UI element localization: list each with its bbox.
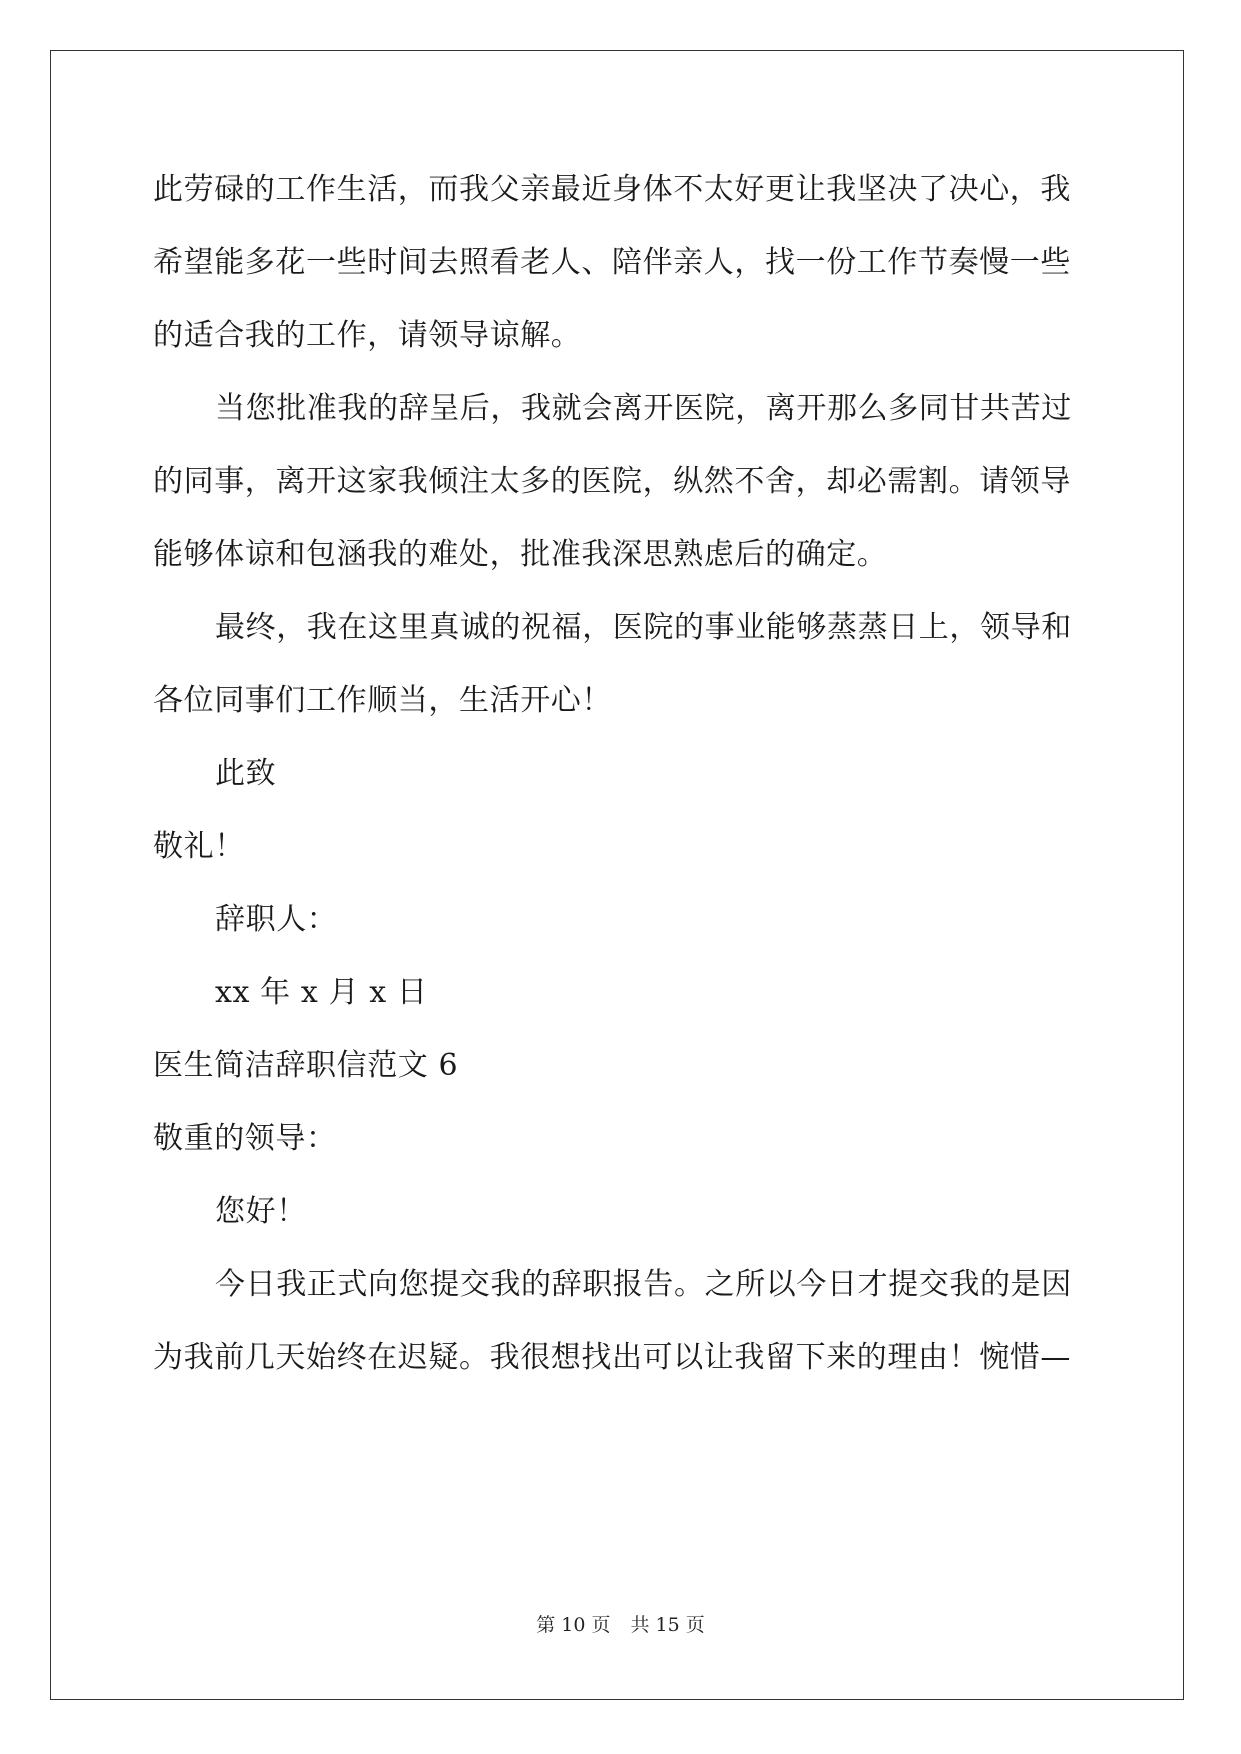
text-line: 的适合我的工作，请领导谅解。	[153, 318, 582, 353]
recipient-salutation: 敬重的领导：	[153, 1121, 337, 1156]
text-line: 的同事，离开这家我倾注太多的医院，纵然不舍，却必需割。请领导	[153, 464, 1071, 499]
text-line: 希望能多花一些时间去照看老人、陪伴亲人，找一份工作节奏慢一些	[153, 245, 1071, 280]
paragraph-start: 今日我正式向您提交我的辞职报告。之所以今日才提交我的是因	[215, 1267, 1072, 1302]
signature-label: 辞职人：	[215, 902, 338, 937]
text-line: 各位同事们工作顺当，生活开心！	[153, 683, 612, 718]
section-title: 医生简洁辞职信范文 6	[153, 1048, 459, 1083]
page-footer	[0, 1613, 1241, 1637]
date-line: xx 年 x 月 x 日	[215, 975, 428, 1010]
closing-salutation: 此致	[215, 756, 277, 791]
page-number: 第 10 页	[536, 1614, 611, 1636]
text-line: 为我前几天始终在迟疑。我很想找出可以让我留下来的理由！惋惜—	[153, 1340, 1071, 1375]
closing-regards: 敬礼！	[153, 829, 245, 864]
text-line: 此劳碌的工作生活，而我父亲最近身体不太好更让我坚决了决心，我	[153, 172, 1071, 207]
paragraph-start: 当您批准我的辞呈后，我就会离开医院，离开那么多同甘共苦过	[215, 391, 1072, 426]
greeting: 您好！	[215, 1194, 307, 1229]
text-line: 能够体谅和包涵我的难处，批准我深思熟虑后的确定。	[153, 537, 888, 572]
page-border	[50, 50, 1184, 1700]
paragraph-start: 最终，我在这里真诚的祝福，医院的事业能够蒸蒸日上，领导和	[215, 610, 1072, 645]
page-total: 共 15 页	[630, 1614, 705, 1636]
